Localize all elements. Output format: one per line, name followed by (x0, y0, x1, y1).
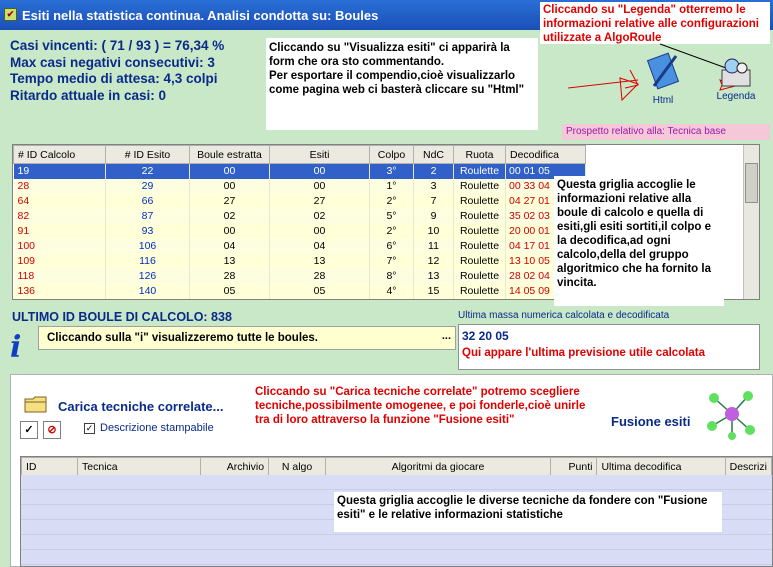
table-cell: 29 (106, 179, 190, 194)
esiti-col-header[interactable]: Colpo (370, 146, 414, 164)
table-cell: 02 (270, 209, 370, 224)
tecniche-col-header[interactable]: Punti (550, 458, 597, 476)
ultimo-id-label: ULTIMO ID BOULE DI CALCOLO: 838 (12, 310, 232, 324)
ultima-massa-label: Ultima massa numerica calcolata e decodificata (458, 310, 670, 321)
table-cell: 27 (190, 194, 270, 209)
table-cell: 00 (190, 179, 270, 194)
table-cell: 2 (414, 164, 454, 179)
tecniche-col-header[interactable]: Tecnica (78, 458, 201, 476)
tecniche-col-header[interactable]: Ultima decodifica (597, 458, 725, 476)
table-cell: 00 01 05 (506, 164, 586, 179)
html-button[interactable] (640, 50, 686, 114)
esiti-col-header[interactable]: # ID Esito (106, 146, 190, 164)
esiti-col-header[interactable]: Ruota (454, 146, 506, 164)
tecniche-col-header[interactable]: Archivio (201, 458, 269, 476)
descrizione-checkbox[interactable]: ✓ (85, 423, 94, 433)
info-box (38, 326, 456, 350)
table-cell: 19 (14, 164, 106, 179)
table-cell: 05 (270, 284, 370, 299)
stat-tempo-medio: Tempo medio di attesa: 4,3 colpi (10, 71, 218, 86)
esiti-col-header[interactable]: Decodifica (506, 146, 586, 164)
cancel-icon[interactable]: ⊘ (43, 421, 61, 439)
table-cell: 7 (414, 194, 454, 209)
table-cell: Roulette (454, 194, 506, 209)
table-cell: 13 10 05 (506, 254, 586, 269)
stat-ritardo: Ritardo attuale in casi: 0 (10, 87, 167, 103)
table-cell: 10 (414, 224, 454, 239)
table-cell: 91 (14, 224, 106, 239)
table-cell: 04 (270, 239, 370, 254)
table-cell: 66 (106, 194, 190, 209)
table-cell: 109 (14, 254, 106, 269)
table-cell: Roulette (454, 239, 506, 254)
ultima-massa-value: 32 20 05 (462, 329, 509, 343)
table-cell: 04 27 01 (506, 194, 586, 209)
html-label: Html (652, 95, 674, 106)
esiti-col-header[interactable]: Esiti (270, 146, 370, 164)
stat-casi-vincenti: Casi vincenti: ( 71 / 93 ) = 76,34 % (10, 38, 225, 53)
html-icon (644, 50, 682, 92)
table-cell: 13 (270, 254, 370, 269)
table-row[interactable] (14, 284, 586, 299)
esiti-col-header[interactable]: Boule estratta (190, 146, 270, 164)
table-cell: 22 (106, 164, 190, 179)
table-cell: Roulette (454, 269, 506, 284)
tecniche-table (21, 457, 772, 476)
table-cell: 8° (370, 269, 414, 284)
descrizione-label: Descrizione stampabile (100, 422, 214, 434)
table-row[interactable] (14, 239, 586, 254)
table-cell: Roulette (454, 224, 506, 239)
table-cell: 1° (370, 179, 414, 194)
table-cell: 28 (190, 269, 270, 284)
table-row[interactable] (14, 194, 586, 209)
table-cell: 2° (370, 224, 414, 239)
table-cell: 82 (14, 209, 106, 224)
table-cell: 106 (106, 239, 190, 254)
table-cell: 20 00 01 (506, 224, 586, 239)
note-carica: Cliccando su "Carica tecniche correlate" potremo scegliere tecniche,possibilmente omogenee, e poi fonderle,cioè unirle tra di loro attraverso la funzione "Fusione esiti" (252, 384, 597, 432)
table-cell: 9 (414, 209, 454, 224)
table-cell: 100 (14, 239, 106, 254)
stat-max-negativi: Max casi negativi consecutivi: 3 (10, 54, 215, 70)
carica-tecniche-button[interactable]: Carica tecniche correlate... (58, 399, 224, 414)
info-text: Cliccando sulla "i" visualizzeremo tutte le boules. (47, 332, 319, 344)
table-row[interactable] (14, 224, 586, 239)
table-cell: 00 33 04 (506, 179, 586, 194)
table-cell: 04 (190, 239, 270, 254)
table-cell: 05 (190, 284, 270, 299)
ultima-massa-box (458, 324, 760, 370)
table-row[interactable] (14, 179, 586, 194)
table-cell: 3° (370, 164, 414, 179)
tecniche-header-row (22, 458, 772, 476)
table-cell: 87 (106, 209, 190, 224)
table-cell: 140 (106, 284, 190, 299)
table-cell: 12 (414, 254, 454, 269)
table-cell: 04 17 01 (506, 239, 586, 254)
table-cell: 11 (414, 239, 454, 254)
table-cell: 2° (370, 194, 414, 209)
table-cell: Roulette (454, 164, 506, 179)
table-cell: 3 (414, 179, 454, 194)
tecniche-col-header[interactable]: ID (22, 458, 78, 476)
legenda-icon (718, 56, 754, 88)
table-cell: 27 (270, 194, 370, 209)
scroll-thumb[interactable] (745, 163, 758, 203)
table-cell: Roulette (454, 284, 506, 299)
note-griglia: Questa griglia accoglie le informazioni relative alla boule di calcolo e quella di esiti,gli esiti sortiti,il colpo e la decodifica,ad ogni calcolo,della del gruppo algoritmico che ha fornito la vincita. (554, 176, 724, 306)
table-cell: 5° (370, 209, 414, 224)
stats-panel (10, 38, 224, 104)
table-cell: 28 (270, 269, 370, 284)
table-cell: 00 (270, 164, 370, 179)
fusione-esiti-icon[interactable] (704, 386, 760, 442)
table-cell: 00 (270, 224, 370, 239)
table-row[interactable] (14, 209, 586, 224)
folder-icon[interactable] (24, 394, 48, 414)
esiti-scrollbar[interactable] (743, 145, 759, 299)
legenda-button[interactable] (710, 56, 762, 114)
table-cell: 4° (370, 284, 414, 299)
note-legenda: Cliccando su "Legenda" otterremo le informazioni relative alle configurazioni utilizzate a AlgoRoule (540, 2, 770, 44)
table-row[interactable] (14, 254, 586, 269)
table-cell: 7° (370, 254, 414, 269)
info-dots-button[interactable]: ... (441, 330, 451, 342)
table-cell: 14 05 09 (506, 284, 586, 299)
esiti-col-header[interactable]: # ID Calcolo (14, 146, 106, 164)
table-cell: 00 (190, 224, 270, 239)
table-cell: 136 (14, 284, 106, 299)
table-cell: 02 (190, 209, 270, 224)
legenda-label: Legenda (716, 91, 756, 102)
app-icon: ✔ (4, 8, 17, 21)
check-all-button[interactable]: ✓ (20, 421, 38, 439)
window-title: Esiti nella statistica continua. Analisi condotta su: Boules (22, 7, 379, 23)
table-cell: 64 (14, 194, 106, 209)
table-cell: 118 (14, 269, 106, 284)
table-cell: 15 (414, 284, 454, 299)
note-griglia2: Questa griglia accoglie le diverse tecniche da fondere con "Fusione esiti" e le relative informazioni statistiche (334, 492, 722, 532)
table-cell: 28 02 04 (506, 269, 586, 284)
info-icon[interactable]: i (10, 330, 22, 365)
table-cell: 126 (106, 269, 190, 284)
table-cell: 00 (190, 164, 270, 179)
table-cell: 00 (270, 179, 370, 194)
table-cell: Roulette (454, 254, 506, 269)
esiti-col-header[interactable]: NdC (414, 146, 454, 164)
table-cell: Roulette (454, 179, 506, 194)
esiti-header-row (14, 146, 586, 164)
prospetto-label: Prospetto relativo alla: Tecnica base (562, 124, 770, 140)
tecniche-col-header[interactable]: Algoritmi da giocare (326, 458, 551, 476)
tecniche-col-header[interactable]: N algo (269, 458, 326, 476)
table-cell: 93 (106, 224, 190, 239)
table-cell: 28 (14, 179, 106, 194)
esiti-table (13, 145, 586, 299)
table-row[interactable] (14, 269, 586, 284)
table-cell: 13 (190, 254, 270, 269)
fusione-esiti-label: Fusione esiti (611, 414, 691, 429)
table-cell: 13 (414, 269, 454, 284)
table-cell: 35 02 03 (506, 209, 586, 224)
tecniche-col-header[interactable]: Descrizi (725, 458, 771, 476)
table-cell: 116 (106, 254, 190, 269)
table-row[interactable] (14, 164, 586, 179)
table-cell: Roulette (454, 209, 506, 224)
ultima-hint: Qui appare l'ultima previsione utile calcolata (462, 347, 706, 359)
table-cell: 6° (370, 239, 414, 254)
note-visualizza: Cliccando su "Visualizza esiti" ci apparirà la form che ora sto commentando. Per esportare il compendio,cioè visualizzarlo come pagina web ci basterà cliccare su "Html" (266, 38, 538, 130)
